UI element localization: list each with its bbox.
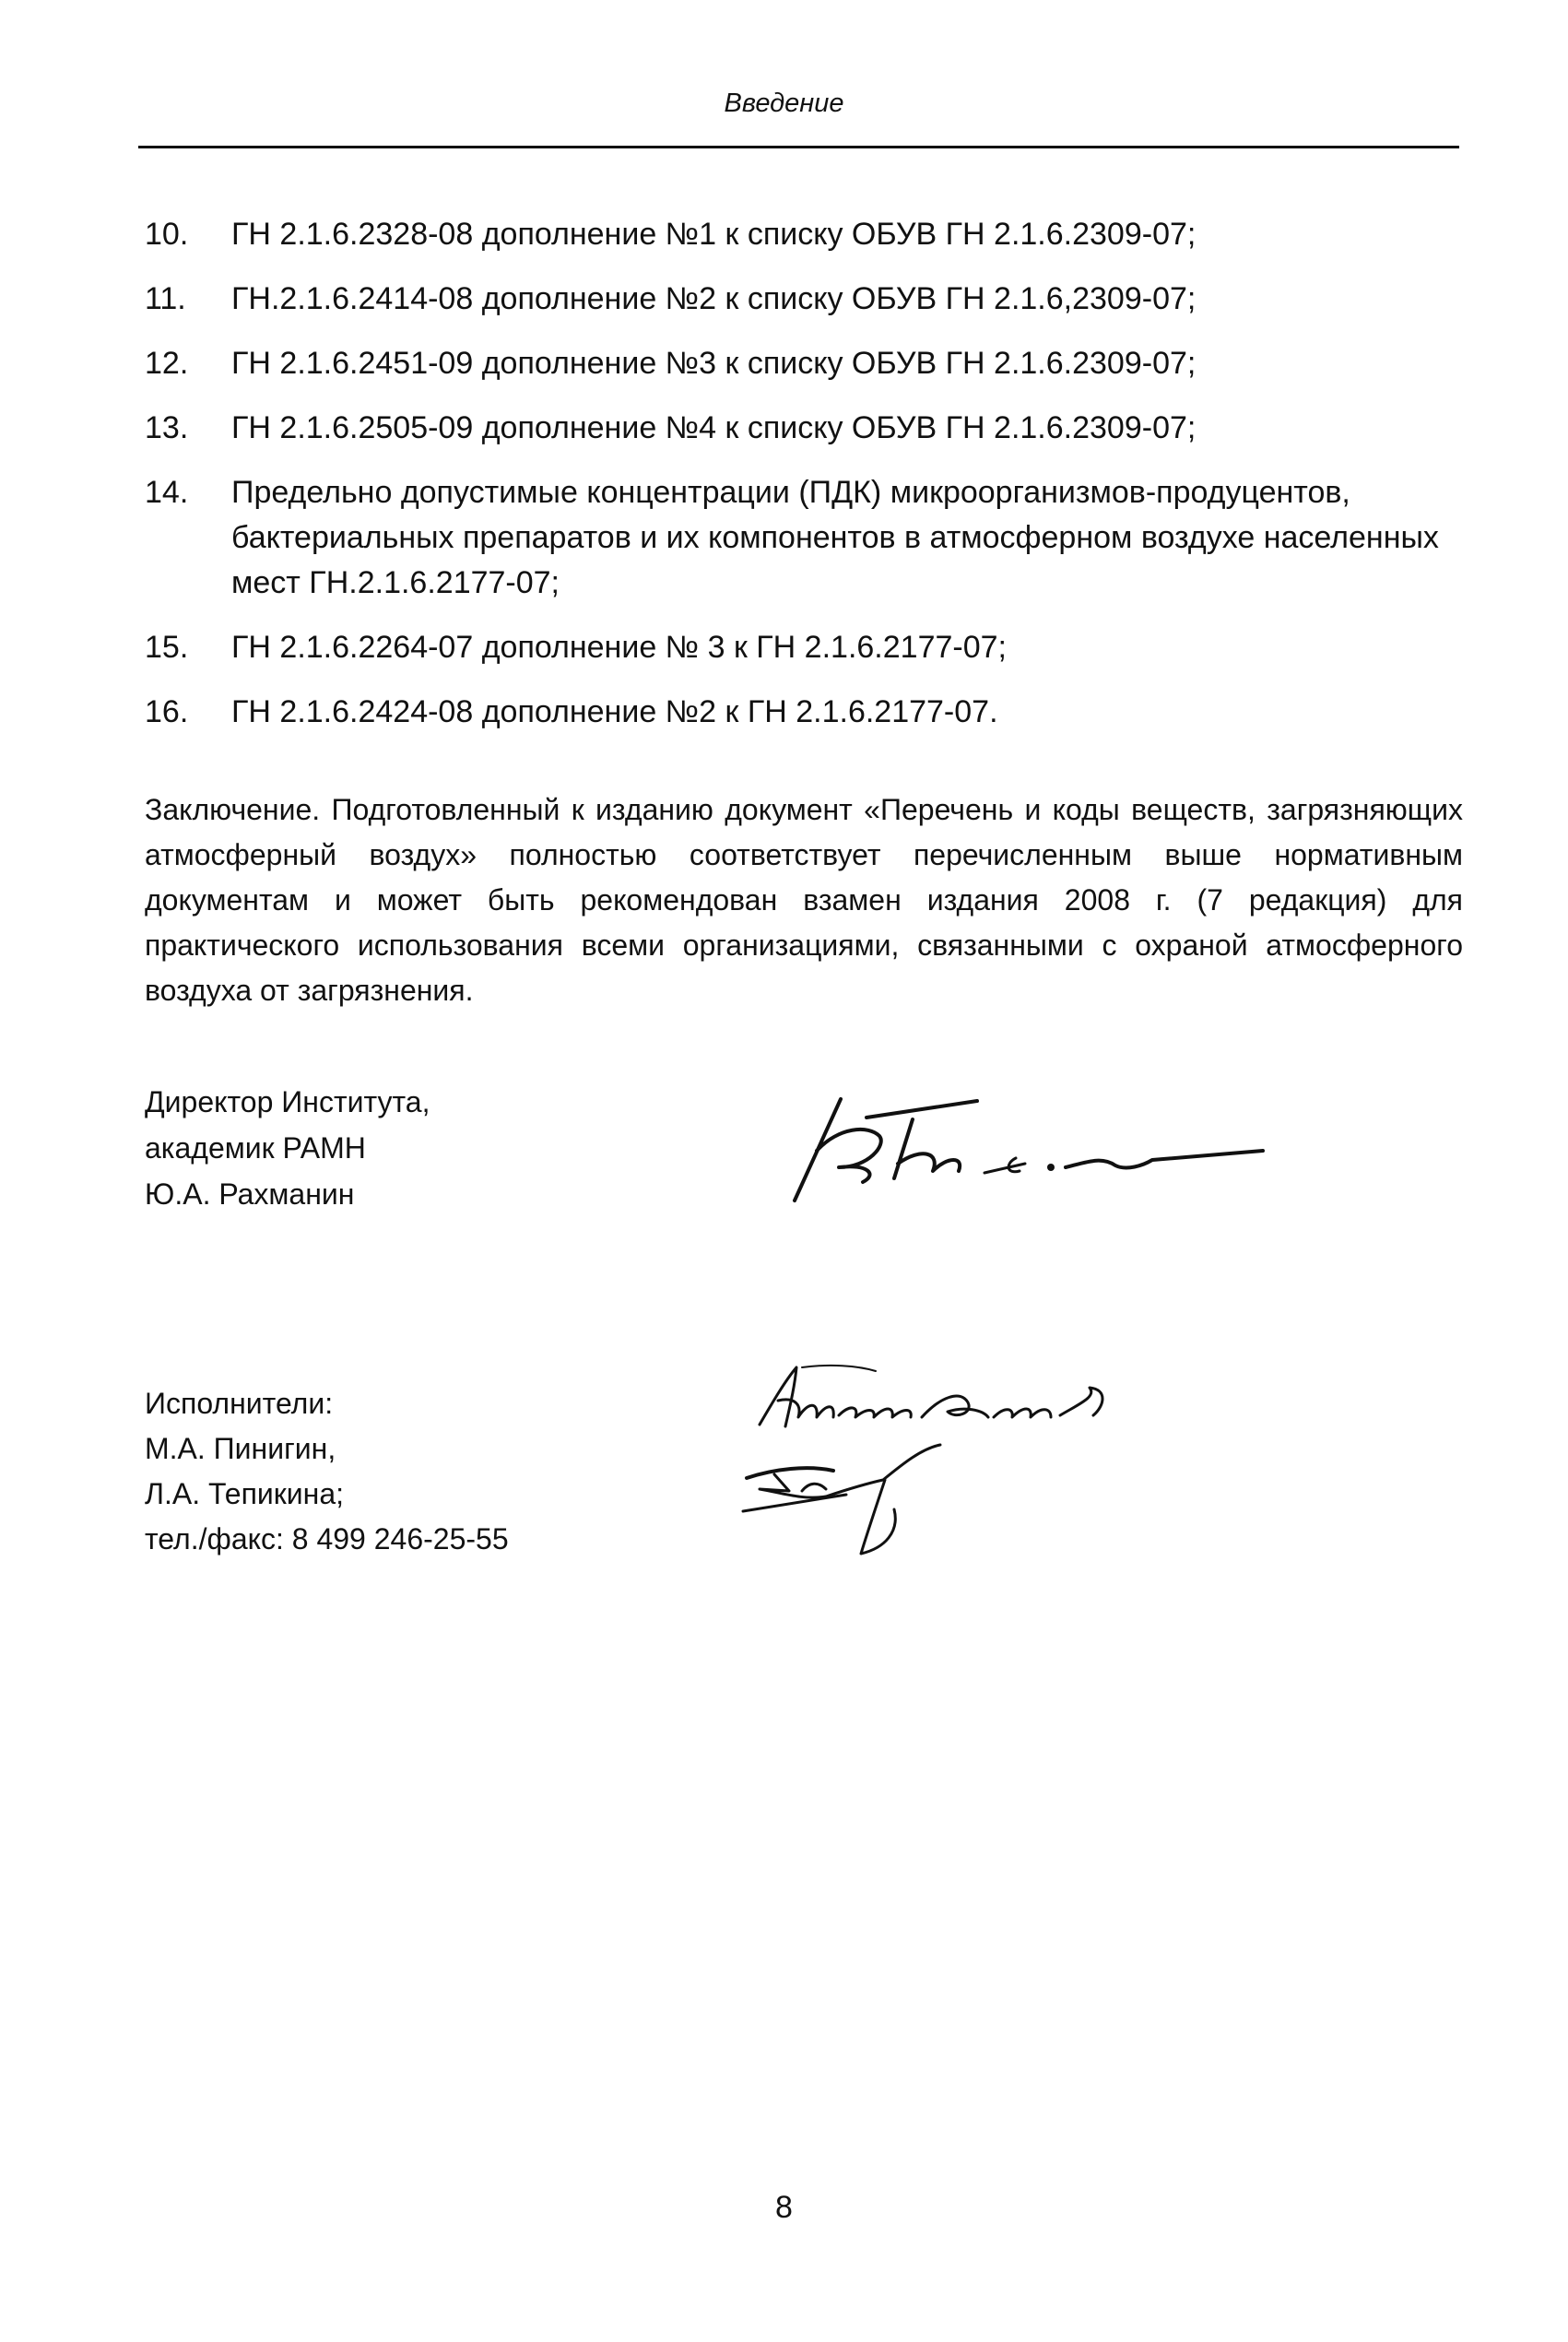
performers-block: [145, 1381, 509, 1562]
list-item: [145, 406, 1472, 451]
list-item-text: ГН 2.1.6.2451-09 дополнение №3 к списку ОБУВ ГН 2.1.6.2309-07;: [231, 346, 1197, 381]
list-item: [145, 341, 1472, 386]
list-item-text: ГН.2.1.6.2414-08 дополнение №2 к списку ОБУВ ГН 2.1.6,2309-07;: [231, 281, 1197, 316]
list-item: [145, 212, 1472, 257]
list-item-text: ГН 2.1.6.2424-08 дополнение №2 к ГН 2.1.6.2177-07.: [231, 694, 998, 729]
director-title: академик РАМН: [145, 1131, 366, 1165]
contact-phone: тел./факс: 8 499 246-25-55: [145, 1522, 509, 1555]
list-item-number: 14.: [145, 475, 189, 510]
performer-name: М.А. Пинигин,: [145, 1432, 336, 1465]
list-item-text: ГН 2.1.6.2505-09 дополнение №4 к списку ОБУВ ГН 2.1.6.2309-07;: [231, 410, 1197, 445]
director-name: Ю.А. Рахманин: [145, 1177, 355, 1211]
list-item: [145, 277, 1472, 322]
list-item: [145, 470, 1472, 606]
page-header-title: Введение: [724, 89, 844, 118]
director-block: [145, 1079, 430, 1217]
performers-heading: Исполнители:: [145, 1387, 334, 1420]
header-divider: [138, 146, 1459, 148]
performer-signature-2: [737, 1434, 996, 1567]
regulations-list: [145, 212, 1472, 754]
list-item-text: ГН 2.1.6.2264-07 дополнение № 3 к ГН 2.1.6.2177-07;: [231, 630, 1007, 665]
list-item-number: 16.: [145, 694, 189, 729]
director-position: Директор Института,: [145, 1085, 430, 1118]
performer-name: Л.А. Тепикина;: [145, 1477, 344, 1510]
conclusion-paragraph: Заключение. Подготовленный к изданию документ «Перечень и коды веществ, загрязняющих атмосферный воздух» полностью соответствует перечисленным выше нормативным документам и может быть рекомендован взамен издания 2008 г. (7 редакция) для практического использования всеми организациями, связанными с охраной атмосферного воздуха от загрязнения.: [145, 793, 1463, 1007]
list-item-text: ГН 2.1.6.2328-08 дополнение №1 к списку ОБУВ ГН 2.1.6.2309-07;: [231, 217, 1197, 252]
list-item: [145, 625, 1472, 670]
page-number: 8: [775, 2190, 793, 2225]
list-item-number: 15.: [145, 630, 189, 665]
list-item-number: 13.: [145, 410, 189, 445]
list-item-number: 10.: [145, 217, 189, 252]
list-item-number: 12.: [145, 346, 189, 381]
list-item: [145, 690, 1472, 735]
list-item-number: 11.: [145, 281, 186, 316]
list-item-text: Предельно допустимые концентрации (ПДК) микроорганизмов-продуцентов, бактериальных препаратов и их компонентов в атмосферном воздухе населенных мест ГН.2.1.6.2177-07;: [231, 475, 1439, 600]
director-signature: [784, 1079, 1281, 1222]
